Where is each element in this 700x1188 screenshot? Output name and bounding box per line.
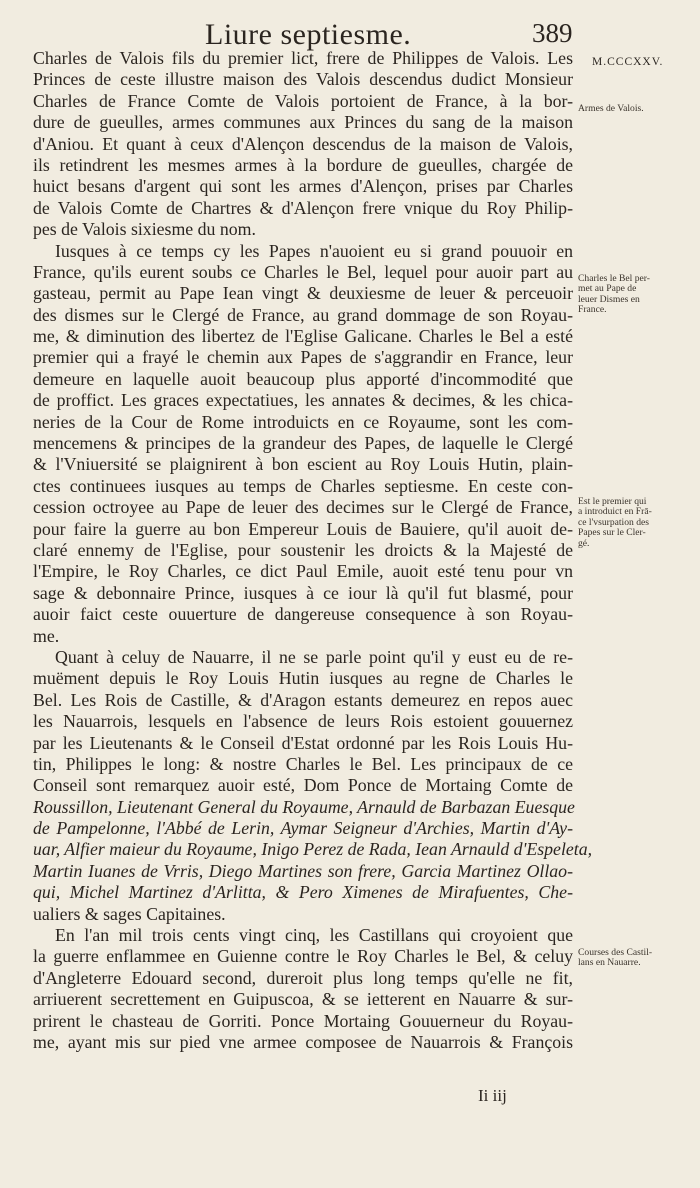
text-line: France, qu'ils eurent soubs ce Charles le Bel, lequel pour auoir part au [33,261,573,282]
margin-note-line: leuer Dismes en [578,293,640,305]
text-line: me, ayant mis sur pied vne armee composee de Nauarrois & François [33,1031,573,1052]
text-line: gasteau, permit au Pape Iean vingt & deuxiesme de leuer & perceuoir [33,283,573,304]
text-line: sage & debonnaire Prince, iusques à ce iour là qu'il fut blasmé, pour [33,582,573,603]
text-line: ctes continuees iusques au temps de Charles septiesme. En ceste con- [33,475,573,496]
text-line: muëment depuis le Roy Louis Hutin iusques au regne de Charles le [33,668,573,689]
text-line: huict besans d'argent qui sont les armes d'Alençon, prises par Charles [33,176,573,197]
text-line: Princes de ceste illustre maison des Valois descendus dudict Monsieur [33,69,573,90]
text-line: Martin Iuanes de Vrris, Diego Martines son frere, Garcia Martinez Ollao- [33,860,573,881]
text-line: mencemens & principes de la grandeur des Papes, de laquelle le Clergé [33,433,573,454]
text-line: de Pampelonne, l'Abbé de Lerin, Aymar Seigneur d'Archies, Martin d'Ay- [33,818,573,839]
text-line: Charles de France Comte de Valois portoient de France, à la bor- [33,90,573,111]
page-number: 389 [532,18,573,48]
text-line: Charles de Valois fils du premier lict, frere de Philippes de Valois. Les [33,48,573,68]
text-line: Conseil sont remarquez auoir esté, Dom Ponce de Mortaing Comte de [33,775,573,796]
margin-note-line: a introduict en Frā- [578,506,652,518]
text-line: Bel. Les Rois de Castille, & d'Aragon estants demeurez en repos auec [33,689,573,710]
margin-note-line: met au Pape de [578,283,637,295]
text-line: ualiers & sages Capitaines. [33,903,226,924]
margin-note-usurpation [578,497,696,549]
text-line: me, & diminution des libertez de l'Eglise Galicane. Charles le Bel a esté [33,326,573,347]
text-line: de proffict. Les graces expectatiues, les annates & decimes, & les chica- [33,390,573,411]
margin-note-line: Armes de Valois. [578,103,644,114]
text-line: arriuerent secrettement en Guipuscoa, & se ietterent en Nauarre & sur- [33,989,573,1010]
text-line: uar, Alfier maieur du Royaume, Inigo Perez de Rada, Iean Arnauld d'Espeleta, [33,839,593,860]
text-line: la guerre enflammee en Guienne contre le Roy Charles le Bel, & celuy [33,946,573,967]
margin-note-line: Est le premier qui [578,496,647,507]
margin-note-courses [578,948,696,969]
margin-note-line: Papes sur le Cler- [578,527,646,539]
running-title: Liure septiesme. [205,18,412,51]
margin-note-line: gé. [578,537,590,549]
year-marginal-mark: M.CCCXXV. [592,56,664,68]
paragraph-start: Iusques à ce temps cy les Papes n'auoient eu si grand pouuoir en [55,240,573,261]
margin-note-armes [578,104,696,114]
text-line: claré ennemy de l'Eglise, pour soustenir les droicts & la Majesté de [33,539,573,560]
text-line: Roussillon, Lieutenant General du Royaume, Arnauld de Barbazan Euesque [33,796,575,817]
margin-note-line: ce l'vsurpation des [578,516,649,528]
text-line: des dismes sur le Clergé de France, au grand dommage de son Royau- [33,304,573,325]
page-header [0,12,700,52]
text-line: auoir faict ceste ouuerture de dangereuse consequence à son Royau- [33,604,573,625]
text-line: qui, Michel Martinez d'Arlitta, & Pero Ximenes de Mirafuentes, Che- [33,882,573,903]
text-line: pes de Valois sixiesme du nom. [33,219,256,240]
paragraph-start: Quant à celuy de Nauarre, il ne se parle point qu'il y eust eu de re- [55,646,573,667]
text-line: prirent le chasteau de Gorriti. Ponce Mortaing Gouuerneur du Royau- [33,1010,573,1031]
margin-note-line: lans en Nauarre. [578,957,641,969]
text-line: cession octroyee au Pape de leuer des decimes sur le Clergé de France, [33,497,573,518]
text-line: demeure en laquelle auoit beaucoup plus apporté d'incommodité que [33,368,573,389]
text-line: & l'Vniuersité se plaignirent à bon escient au Roy Louis Hutin, plain- [33,454,573,475]
text-line: pour faire la guerre au bon Empereur Louis de Bauiere, qu'il auoit de- [33,518,573,539]
text-line: d'Angleterre Edouard second, dureroit plus long temps qu'elle ne fit, [33,967,573,988]
text-line: par les Lieutenants & le Conseil d'Estat ordonné par les Rois Louis Hu- [33,732,573,753]
text-line: de Valois Comte de Chartres & d'Alençon frere vnique du Roy Philip- [33,197,573,218]
margin-note-line: Charles le Bel per- [578,273,650,284]
margin-note-line: Courses des Castil- [578,947,653,958]
text-line: me. [33,625,60,646]
text-line: les Nauarrois, lesquels en l'absence de leurs Rois estoient gouuernez [33,711,573,732]
text-line: neries de la Cour de Rome introduicts en ce Royaume, sont les com- [33,411,573,432]
text-line: ils retindrent les mesmes armes à la bordure de gueulles, chargée de [33,154,573,175]
text-line: d'Aniou. Et quant à ceux d'Alençon descendus de la maison de Valois, [33,133,573,154]
margin-note-dismes [578,274,696,316]
signature-mark: Ii iij [478,1086,507,1105]
text-line: tin, Philippes le long: & nostre Charles le Bel. Les principaux de ce [33,753,573,774]
text-line: l'Empire, le Roy Charles, ce dict Paul Emile, auoit esté tenu pour vn [33,561,573,582]
margin-note-line: France. [578,304,607,316]
text-line: dure de gueulles, armes communes aux Princes du sang de la maison [33,112,573,133]
paragraph-start: En l'an mil trois cents vingt cinq, les Castillans qui croyoient que [55,925,573,946]
body-text [33,48,593,1053]
text-line: premier qui a frayé le chemin aux Papes de s'aggrandir en France, leur [33,347,573,368]
